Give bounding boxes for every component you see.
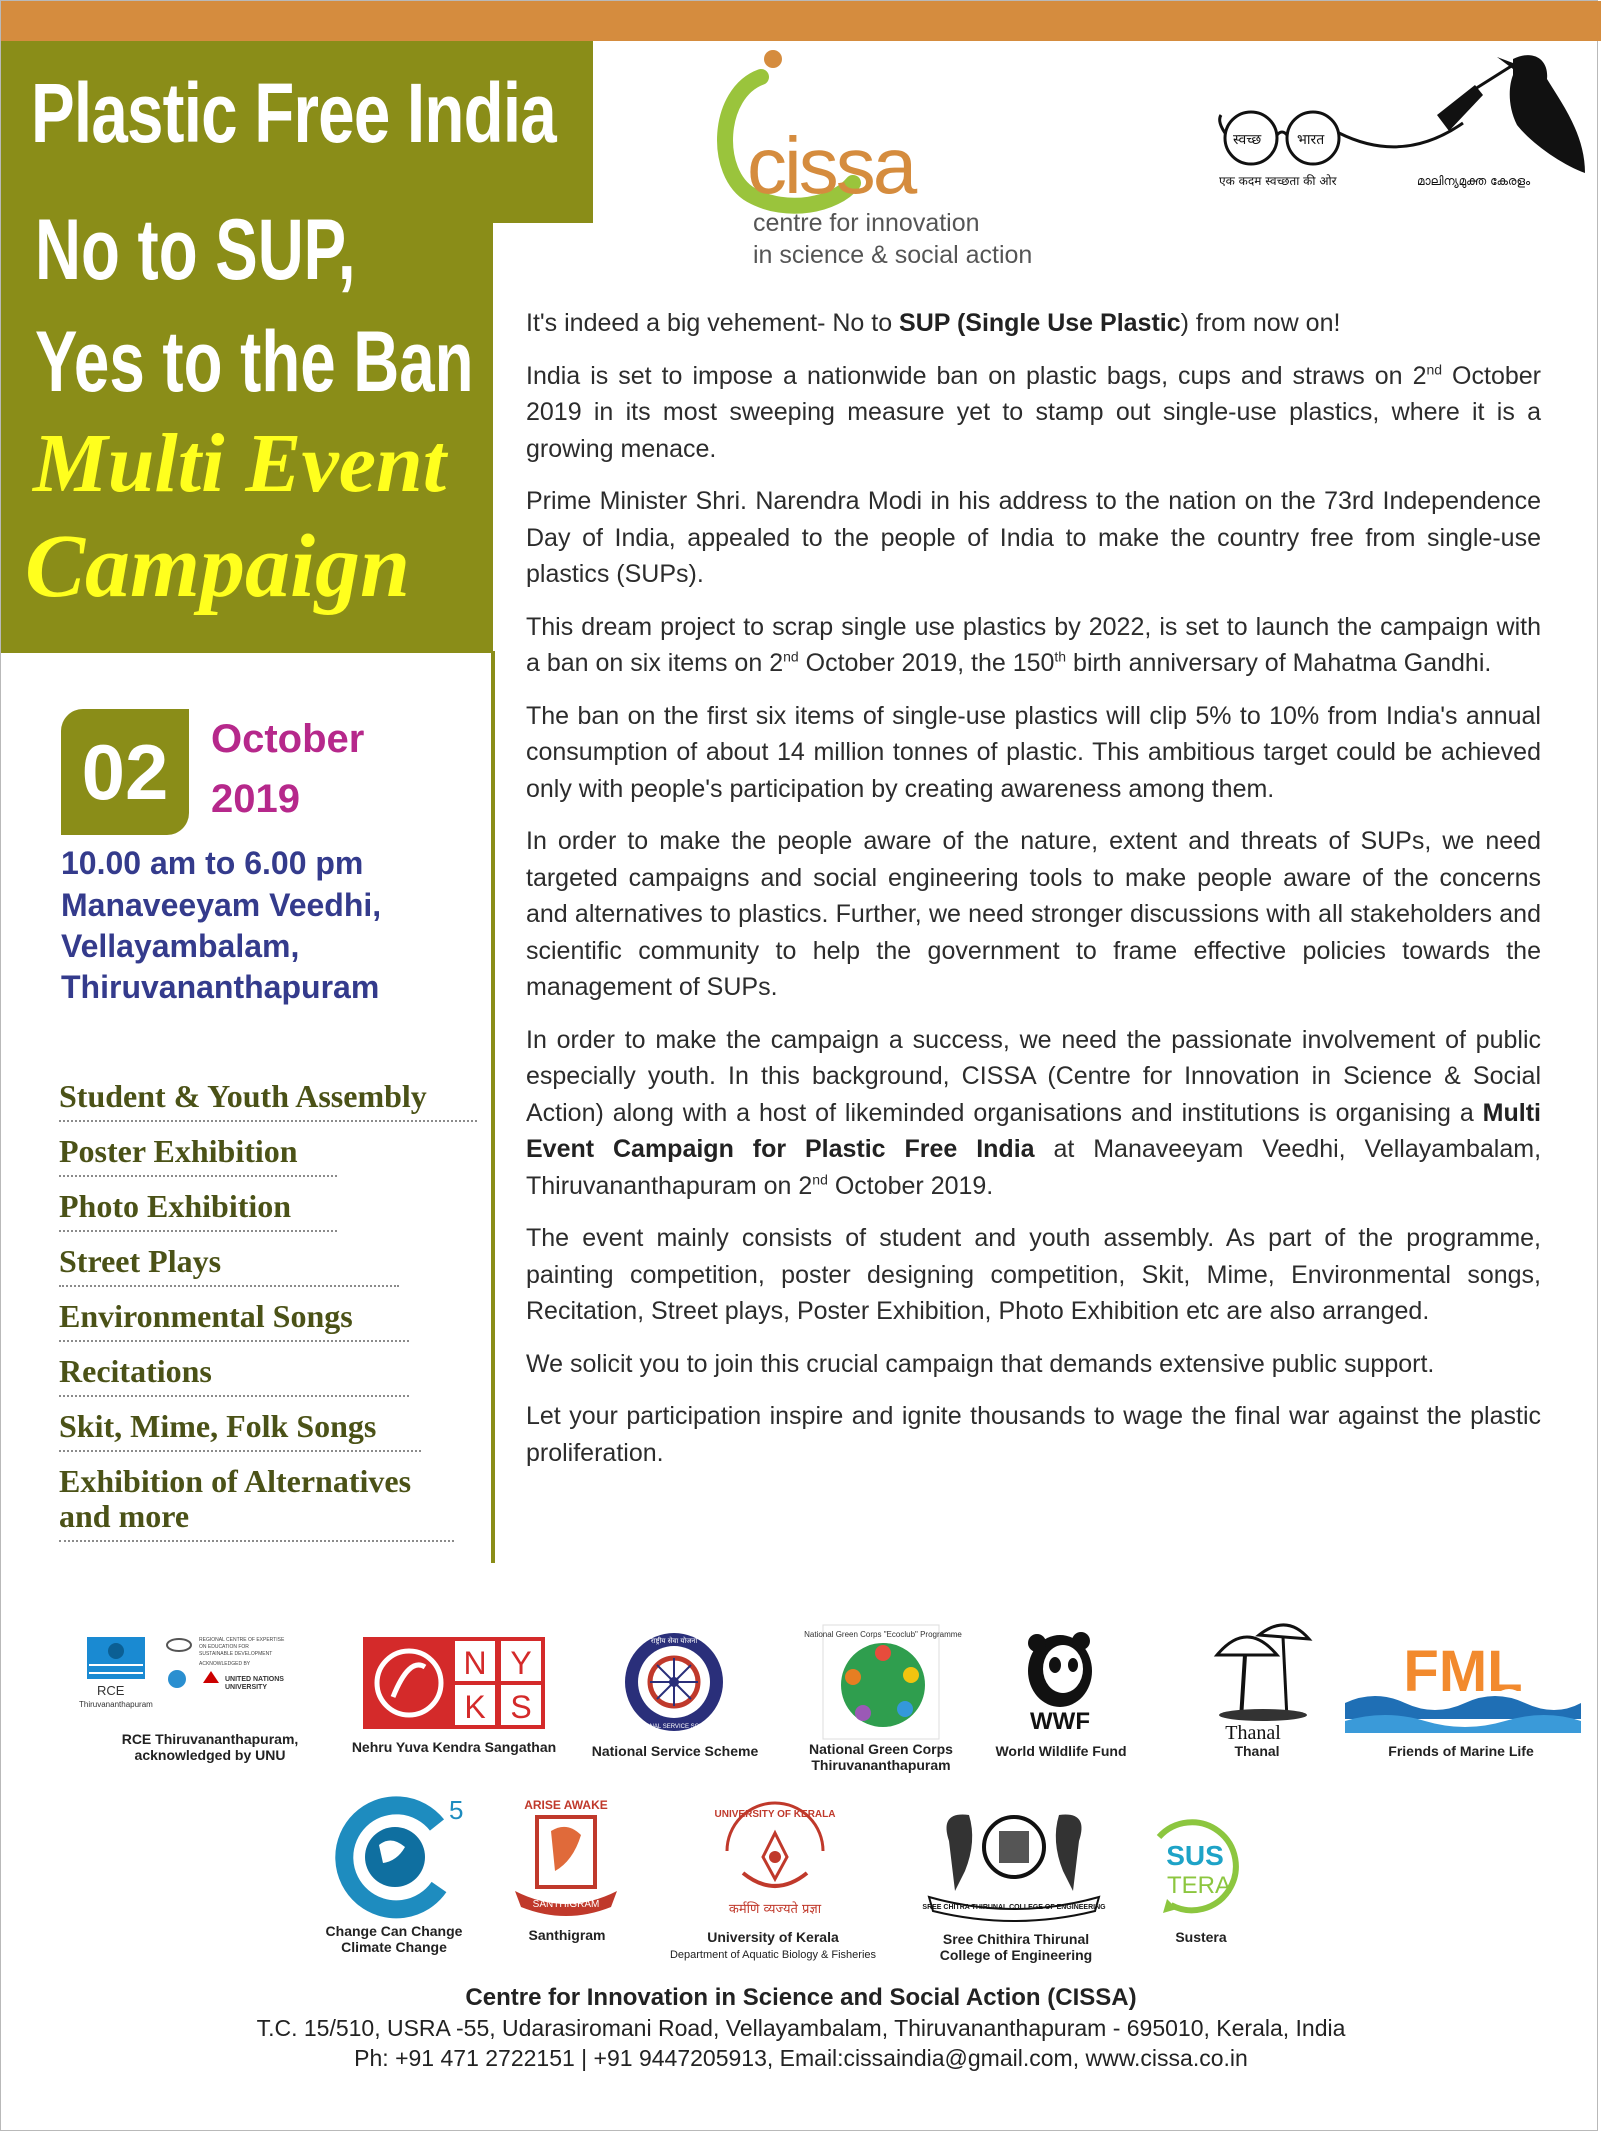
svg-text:K: K: [464, 1689, 486, 1725]
footer-address: T.C. 15/510, USRA -55, Udarasiromani Road, Vellayambalam, Thiruvananthapuram - 695010, Kerala, India: [256, 2015, 1346, 2041]
cissa-tagline-1: centre for innovation: [753, 209, 980, 237]
svg-text:Y: Y: [510, 1645, 532, 1681]
cissa-wordmark: cissa: [747, 121, 915, 210]
svg-text:UNITED NATIONS: UNITED NATIONS: [225, 1676, 284, 1683]
activities-list: [59, 1077, 479, 1552]
swachh-word: स्वच्छ: [1233, 132, 1262, 148]
svg-text:TERA: TERA: [1166, 1872, 1232, 1899]
nss-caption: National Service Scheme: [591, 1743, 759, 1759]
paragraph: It's indeed a big vehement- No to SUP (Single Use Plastic) from now on!: [526, 309, 1341, 337]
svg-text:ON EDUCATION FOR: ON EDUCATION FOR: [199, 1644, 249, 1650]
paragraph: The event mainly consists of student and youth assembly. As part of the programme, painting competition, poster designing competition, Skit, Mime, Environmental songs, Recitation, Street plays, Poster Exhibition, Photo Exhibition etc are also arranged.: [526, 1224, 1541, 1325]
wwf-caption: World Wildlife Fund: [995, 1743, 1127, 1759]
bharat-word: भारत: [1297, 132, 1325, 148]
svg-text:SUSTAINABLE DEVELOPMENT: SUSTAINABLE DEVELOPMENT: [199, 1651, 273, 1657]
cissa-tagline-2: in science & social action: [753, 241, 1033, 269]
svg-text:राष्ट्रीय सेवा योजना: राष्ट्रीय सेवा योजना: [650, 1637, 698, 1645]
svg-text:SUS: SUS: [1166, 1840, 1224, 1871]
ngc-caption: National Green Corps Thiruvananthapuram: [809, 1741, 953, 1773]
svg-text:ACKNOWLEDGED BY: ACKNOWLEDGED BY: [199, 1661, 251, 1667]
swachh-bharat-logo: [1213, 45, 1588, 195]
body-text: [526, 305, 1541, 1487]
svg-text:SANTHIGRAM: SANTHIGRAM: [532, 1899, 600, 1910]
activity-item: Street Plays: [59, 1242, 399, 1287]
santhigram-caption: Santhigram: [528, 1927, 606, 1943]
venue-line-1: Manaveeyam Veedhi,: [61, 887, 382, 923]
activity-item: Skit, Mime, Folk Songs: [59, 1407, 421, 1452]
date-month: October: [211, 717, 365, 761]
svg-text:ARISE AWAKE: ARISE AWAKE: [524, 1798, 608, 1812]
ngc-logo: [804, 1623, 962, 1741]
paragraph: We solicit you to join this crucial campaign that demands extensive public support.: [526, 1349, 1435, 1378]
logo-dot: [764, 50, 782, 68]
svg-text:NATIONAL SERVICE SCHEME: NATIONAL SERVICE SCHEME: [631, 1724, 717, 1730]
paragraph: In order to make the campaign a success, we need the passionate involvement of public especially youth. In this background, CISSA (Centre for Innovation in Science & Social Action) along with a host of likeminded organisations and institutions is organising a Multi Event Campaign for Plastic Free India at Manaveeyam Veedhi, Vellayambalam, Thiruvananthapuram on 2nd October 2019.: [526, 1025, 1542, 1200]
event-time: 10.00 am to 6.00 pm: [61, 845, 364, 881]
vertical-divider: [491, 651, 495, 1563]
svg-text:UNIVERSITY: UNIVERSITY: [225, 1684, 268, 1691]
svg-text:FML: FML: [1403, 1639, 1523, 1704]
svg-text:कर्मणि व्यज्यते प्रज्ञा: कर्मणि व्यज्यते प्रज्ञा: [728, 1902, 822, 1917]
paragraph: India is set to impose a nationwide ban on plastic bags, cups and straws on 2nd October 2019 in its most sweeping measure yet to stamp out single-use plastics, where it is a growing menace.: [526, 361, 1541, 463]
svg-text:5: 5: [449, 1795, 464, 1825]
c5-logo: [335, 1791, 469, 1921]
svg-text:UNIVERSITY OF KERALA: UNIVERSITY OF KERALA: [714, 1809, 836, 1820]
date-day-box: 02: [61, 709, 189, 835]
title-no-to-sup: No to SUP,: [35, 202, 356, 298]
svg-text:S: S: [510, 1689, 532, 1725]
thanal-logo: [1197, 1615, 1317, 1745]
activity-item: Poster Exhibition: [59, 1132, 337, 1177]
title-multi-event: Multi Event: [33, 417, 447, 510]
sct-caption: Sree Chithira Thirunal College of Engineering: [939, 1931, 1093, 1963]
svg-text:Thanal: Thanal: [1225, 1722, 1281, 1744]
sct-college-logo: [919, 1801, 1109, 1919]
footer-org-name: Centre for Innovation in Science and Social Action (CISSA): [465, 1984, 1137, 2011]
svg-text:N: N: [463, 1645, 487, 1681]
paragraph: This dream project to scrap single use plastics by 2022, is set to launch the campaign with a ban on six items on 2nd October 2019, the 150th birth anniversary of Mahatma Gandhi.: [526, 612, 1541, 677]
top-color-bar: [1, 1, 1601, 41]
fml-logo: [1345, 1637, 1581, 1735]
venue-line-2: Vellayambalam,: [61, 928, 300, 964]
cissa-logo: [717, 45, 1063, 271]
svg-text:SREE CHITRA THIRUNAL COLLEGE O: SREE CHITRA THIRUNAL COLLEGE OF ENGINEERING: [922, 1904, 1106, 1911]
svg-text:WWF: WWF: [1030, 1708, 1090, 1735]
swachh-tagline: एक कदम स्वच्छता की ओर: [1219, 174, 1337, 188]
activity-item: Student & Youth Assembly: [59, 1077, 477, 1122]
footer-contact: Ph: +91 471 2722151 | +91 9447205913, Email:cissaindia@gmail.com, www.cissa.co.in: [354, 2045, 1248, 2071]
paragraph: Let your participation inspire and ignite thousands to wage the final war against the plastic proliferation.: [526, 1402, 1541, 1467]
crow-icon: [1510, 55, 1585, 173]
activity-item: Photo Exhibition: [59, 1187, 337, 1232]
wwf-logo: [1023, 1629, 1097, 1733]
nss-logo: [623, 1631, 725, 1733]
paragraph: Prime Minister Shri. Narendra Modi in his address to the nation on the 73rd Independence Day of India, appealed to the people of India to make the country free from single-use plastics (SUPs).: [526, 487, 1541, 588]
paragraph: The ban on the first six items of single-use plastics will clip 5% to 10% from India's annual consumption of about 14 million tonnes of plastic. This ambitious target could be achieved only with people's participation by creating awareness among them.: [526, 701, 1541, 803]
venue-line-3: Thiruvananthapuram: [61, 969, 380, 1005]
activity-item: Exhibition of Alternatives and more: [59, 1462, 454, 1542]
fml-caption: Friends of Marine Life: [1388, 1743, 1534, 1759]
title-yes-to-ban: Yes to the Ban: [35, 314, 474, 410]
thanal-caption: Thanal: [1234, 1743, 1280, 1759]
c5-caption: Change Can Change Climate Change: [325, 1923, 463, 1955]
santhigram-logo: [503, 1791, 629, 1921]
nyks-logo: [363, 1637, 545, 1729]
activity-item: Recitations: [59, 1352, 409, 1397]
paragraph: In order to make the people aware of the nature, extent and threats of SUPs, we need targeted campaigns and social engineering tools to make people aware of the concerns and alternatives to plastics. Further, we need stronger discussions with all stakeholders and scientific community to help the government to frame effective policies towards the management of SUPs.: [526, 827, 1541, 1001]
malinya-tagline: മാലിന്യമുക്ത കേരളം: [1417, 174, 1531, 188]
university-of-kerala-logo: [713, 1799, 837, 1923]
svg-text:RCE: RCE: [97, 1683, 125, 1698]
title-plastic-free-india: Plastic Free India: [31, 66, 556, 160]
svg-text:Thiruvananthapuram: Thiruvananthapuram: [79, 1700, 153, 1709]
nyks-caption: Nehru Yuva Kendra Sangathan: [351, 1739, 557, 1755]
svg-text:REGIONAL CENTRE OF EXPERTISE: REGIONAL CENTRE OF EXPERTISE: [199, 1637, 285, 1643]
date-year: 2019: [211, 777, 300, 821]
activity-item: Environmental Songs: [59, 1297, 409, 1342]
svg-text:National Green Corps "Ecoclub": National Green Corps "Ecoclub" Programme: [804, 1630, 962, 1639]
title-campaign: Campaign: [25, 517, 411, 616]
rce-caption: RCE Thiruvananthapuram, acknowledged by UNU: [121, 1731, 299, 1763]
rce-logo: [79, 1635, 309, 1711]
sustera-caption: Sustera: [1175, 1929, 1227, 1945]
uok-caption: University of Kerala Department of Aquatic Biology & Fisheries: [669, 1929, 877, 1961]
sustera-logo: [1137, 1813, 1253, 1917]
